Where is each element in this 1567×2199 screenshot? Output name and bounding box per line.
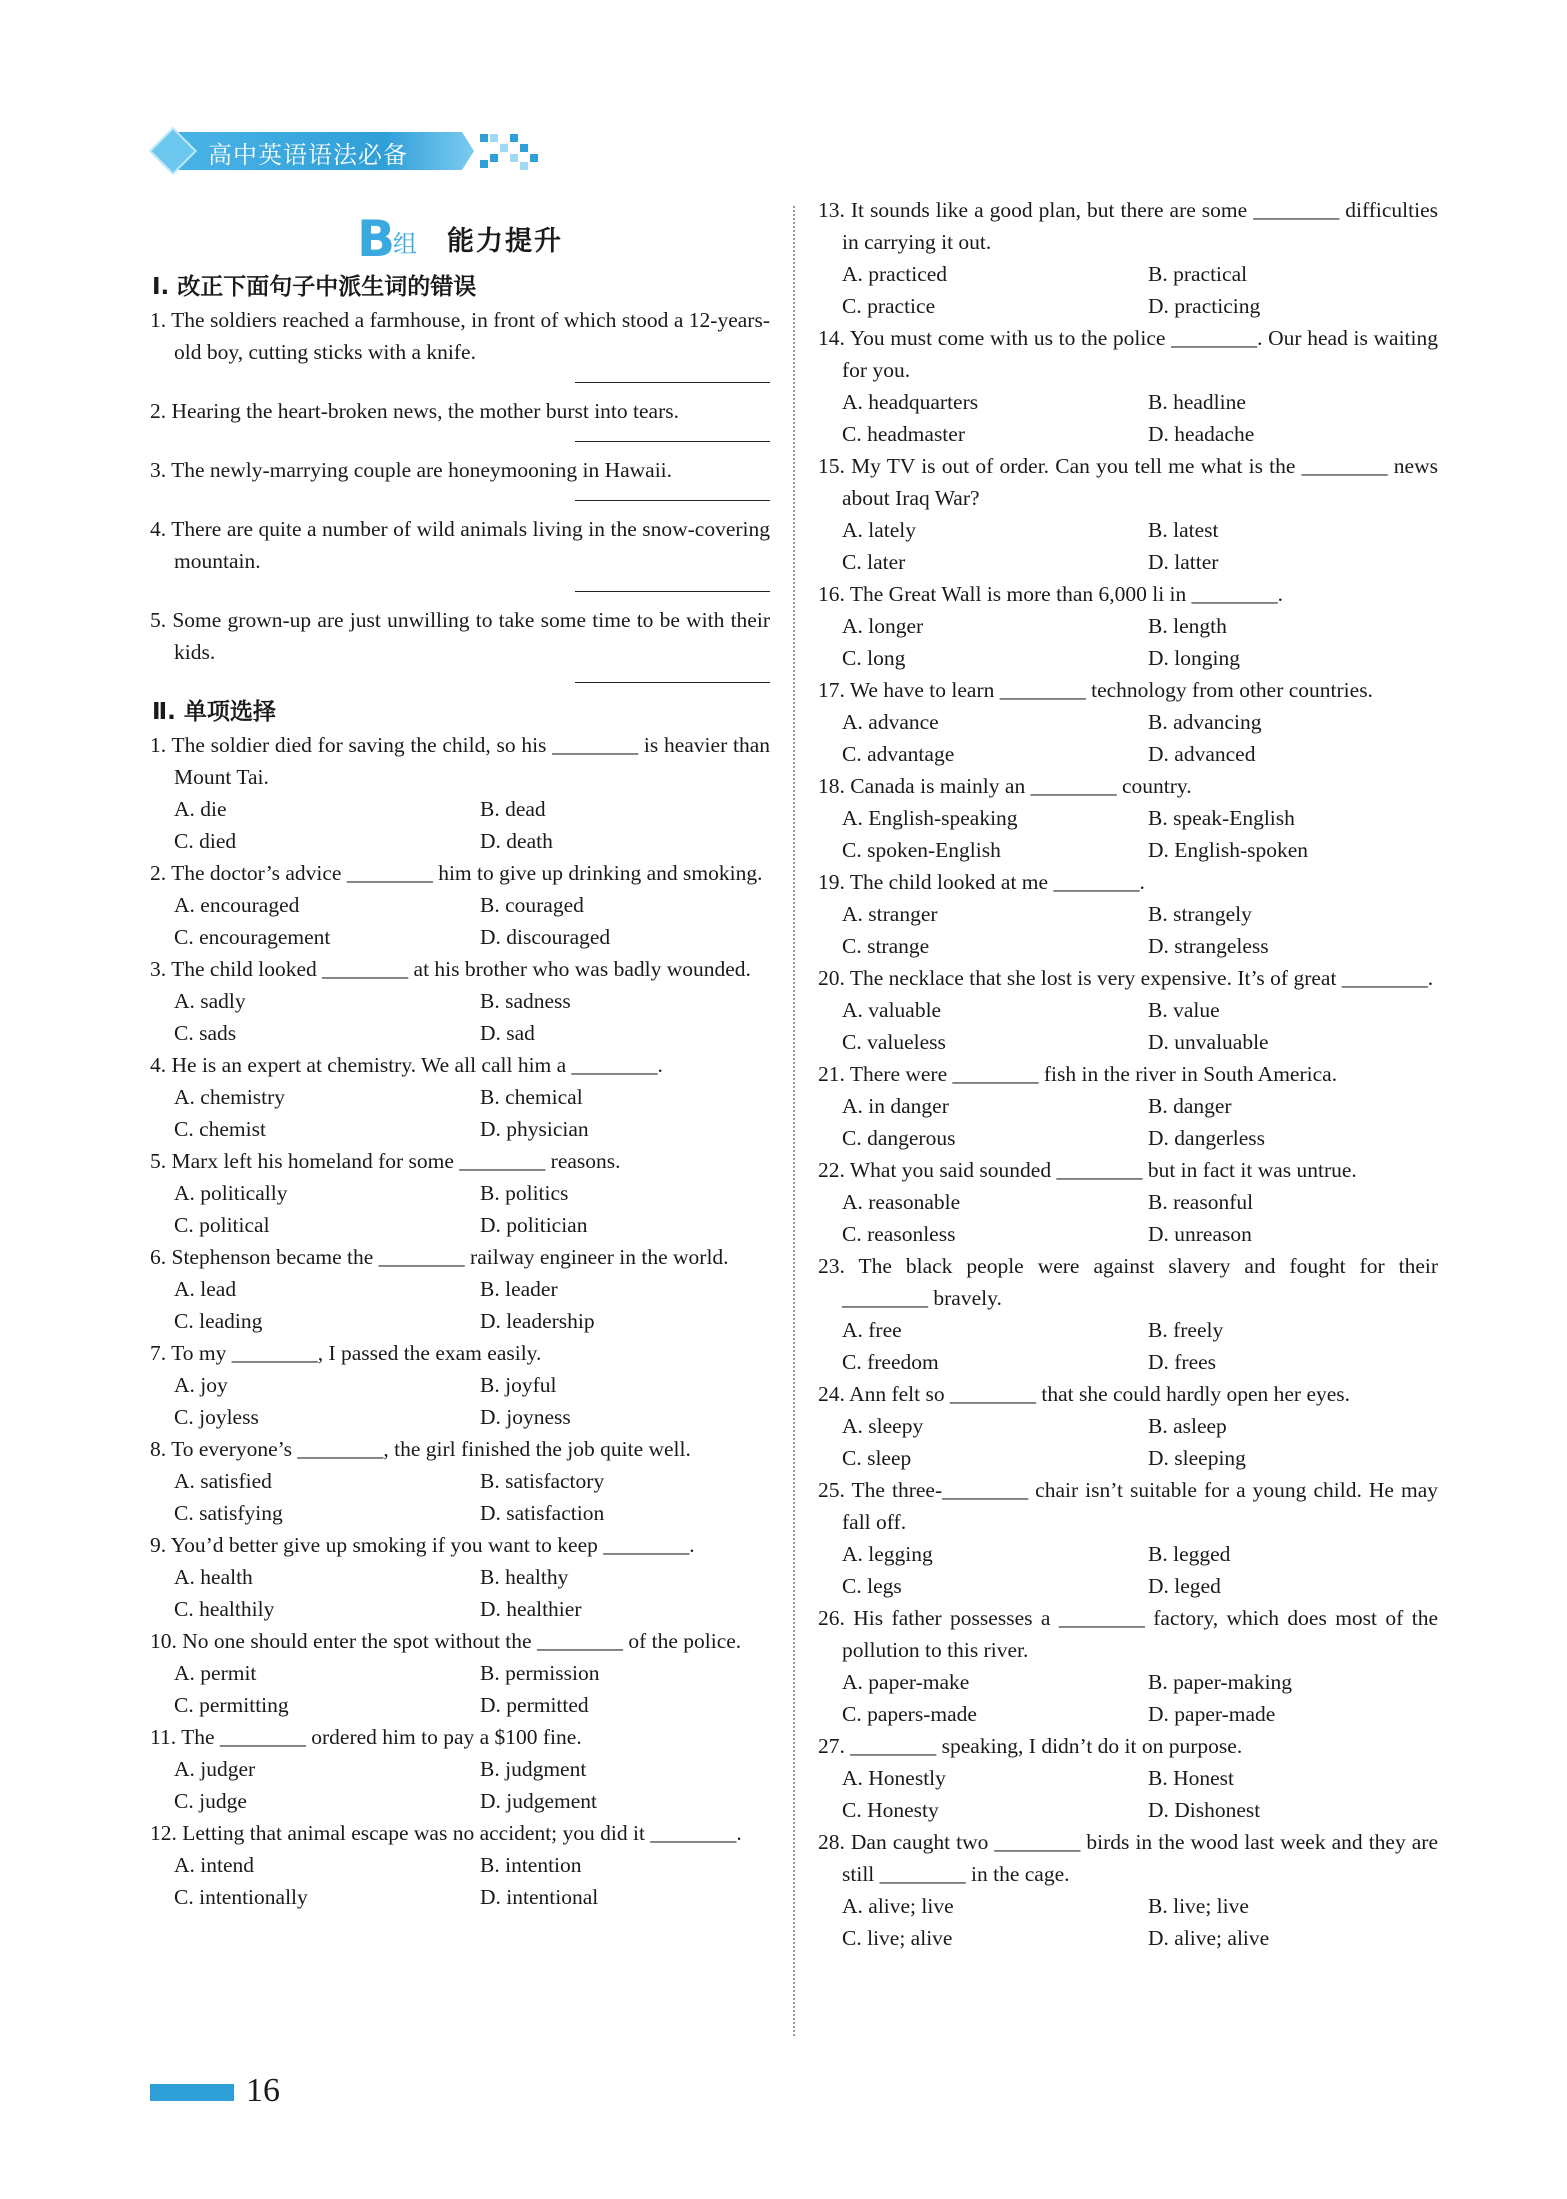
option-c[interactable]: C. permitting bbox=[174, 1693, 289, 1717]
option-c[interactable]: C. encouragement bbox=[174, 925, 331, 949]
option-grid bbox=[150, 1273, 770, 1337]
question-item bbox=[818, 1826, 1438, 1954]
answer-line[interactable] bbox=[575, 662, 770, 683]
option-b[interactable]: B. chemical bbox=[480, 1085, 583, 1109]
question-stem: 22. What you said sounded ________ but in fact it was untrue. bbox=[818, 1158, 1357, 1182]
question-stem: 19. The child looked at me ________. bbox=[818, 870, 1145, 894]
option-grid bbox=[818, 610, 1438, 674]
option-c[interactable]: C. intentionally bbox=[174, 1885, 308, 1909]
option-grid bbox=[818, 1666, 1438, 1730]
option-a[interactable]: A. sadly bbox=[174, 989, 246, 1013]
option-grid bbox=[818, 1410, 1438, 1474]
choice-list-right bbox=[818, 194, 1438, 1954]
group-badge bbox=[357, 210, 427, 268]
option-d[interactable]: D. paper-made bbox=[1148, 1702, 1276, 1726]
option-c[interactable]: C. strange bbox=[842, 934, 930, 958]
question-item bbox=[818, 1154, 1438, 1250]
option-grid bbox=[150, 1369, 770, 1433]
option-c[interactable]: C. valueless bbox=[842, 1030, 946, 1054]
option-grid bbox=[150, 1177, 770, 1241]
option-d[interactable]: D. joyness bbox=[480, 1405, 571, 1429]
correction-item bbox=[150, 513, 770, 592]
badge-group: 组 bbox=[393, 230, 417, 258]
option-d[interactable]: D. dangerless bbox=[1148, 1126, 1266, 1150]
question-stem: 13. It sounds like a good plan, but there are some ________ difficulties in carrying it out. bbox=[818, 198, 1438, 254]
option-d[interactable]: D. satisfaction bbox=[480, 1501, 605, 1525]
question-stem: 1. The soldier died for saving the child, so his ________ is heavier than Mount Tai. bbox=[150, 733, 770, 789]
option-b[interactable]: B. freely bbox=[1148, 1318, 1224, 1342]
correction-item bbox=[150, 604, 770, 683]
question-stem: 8. To everyone’s ________, the girl finished the job quite well. bbox=[150, 1437, 691, 1461]
question-stem: 23. The black people were against slavery and fought for their ________ bravely. bbox=[818, 1254, 1438, 1310]
option-b[interactable]: B. leader bbox=[480, 1277, 558, 1301]
option-a[interactable]: A. paper-make bbox=[842, 1670, 970, 1694]
option-grid bbox=[818, 1186, 1438, 1250]
option-c[interactable]: C. later bbox=[842, 550, 906, 574]
column-divider bbox=[793, 206, 795, 2036]
correction-sentence: 5. Some grown-up are just unwilling to take some time to be with their kids. bbox=[150, 608, 770, 664]
section-title-text: 能力提升 bbox=[447, 225, 563, 257]
question-item bbox=[150, 1049, 770, 1145]
option-c[interactable]: C. political bbox=[174, 1213, 270, 1237]
correction-sentence: 3. The newly-marrying couple are honeymooning in Hawaii. bbox=[150, 458, 673, 482]
option-a[interactable]: A. free bbox=[842, 1318, 902, 1342]
option-c[interactable]: C. leading bbox=[174, 1309, 263, 1333]
book-title: 高中英语语法必备 bbox=[208, 141, 408, 169]
option-grid bbox=[150, 1465, 770, 1529]
left-column bbox=[150, 200, 770, 1913]
question-stem: 7. To my ________, I passed the exam easily. bbox=[150, 1341, 542, 1365]
option-a[interactable]: A. politically bbox=[174, 1181, 288, 1205]
option-d[interactable]: D. sleeping bbox=[1148, 1446, 1246, 1470]
part2-heading: Ⅱ. 单项选择 bbox=[152, 699, 276, 725]
question-stem: 9. You’d better give up smoking if you want to keep ________. bbox=[150, 1533, 695, 1557]
question-item bbox=[150, 1721, 770, 1817]
option-d[interactable]: D. longing bbox=[1148, 646, 1240, 670]
option-grid bbox=[818, 1762, 1438, 1826]
option-grid bbox=[818, 706, 1438, 770]
answer-line[interactable] bbox=[575, 362, 770, 383]
option-d[interactable]: D. unreason bbox=[1148, 1222, 1252, 1246]
option-d[interactable]: D. practicing bbox=[1148, 294, 1261, 318]
option-d[interactable]: D. intentional bbox=[480, 1885, 599, 1909]
question-stem: 6. Stephenson became the ________ railway engineer in the world. bbox=[150, 1245, 729, 1269]
option-b[interactable]: B. danger bbox=[1148, 1094, 1232, 1118]
question-item bbox=[150, 1241, 770, 1337]
question-stem: 3. The child looked ________ at his brother who was badly wounded. bbox=[150, 957, 751, 981]
option-d[interactable]: D. physician bbox=[480, 1117, 589, 1141]
question-stem: 2. The doctor’s advice ________ him to give up drinking and smoking. bbox=[150, 861, 763, 885]
answer-line[interactable] bbox=[575, 571, 770, 592]
option-c[interactable]: C. long bbox=[842, 646, 906, 670]
question-stem: 4. He is an expert at chemistry. We all call him a ________. bbox=[150, 1053, 663, 1077]
option-a[interactable]: A. stranger bbox=[842, 902, 938, 926]
pixel-squares-icon bbox=[476, 132, 546, 170]
option-a[interactable]: A. Honestly bbox=[842, 1766, 946, 1790]
question-stem: 21. There were ________ fish in the river in South America. bbox=[818, 1062, 1338, 1086]
option-a[interactable]: A. chemistry bbox=[174, 1085, 286, 1109]
question-item bbox=[818, 1474, 1438, 1602]
question-stem: 27. ________ speaking, I didn’t do it on purpose. bbox=[818, 1734, 1243, 1758]
option-c[interactable]: C. satisfying bbox=[174, 1501, 283, 1525]
option-grid bbox=[818, 514, 1438, 578]
option-a[interactable]: A. reasonable bbox=[842, 1190, 961, 1214]
question-item bbox=[818, 962, 1438, 1058]
option-d[interactable]: D. headache bbox=[1148, 422, 1255, 446]
question-item bbox=[818, 770, 1438, 866]
correction-list bbox=[150, 304, 770, 683]
option-grid bbox=[818, 258, 1438, 322]
question-stem: 18. Canada is mainly an ________ country. bbox=[818, 774, 1192, 798]
correction-item bbox=[150, 454, 770, 501]
option-b[interactable]: B. latest bbox=[1148, 518, 1219, 542]
question-stem: 15. My TV is out of order. Can you tell me what is the ________ news about Iraq War? bbox=[818, 454, 1438, 510]
option-a[interactable]: A. lead bbox=[174, 1277, 237, 1301]
option-c[interactable]: C. headmaster bbox=[842, 422, 965, 446]
header-banner bbox=[150, 128, 570, 174]
question-stem: 20. The necklace that she lost is very expensive. It’s of great ________. bbox=[818, 966, 1434, 990]
option-c[interactable]: C. sads bbox=[174, 1021, 237, 1045]
option-grid bbox=[818, 1314, 1438, 1378]
question-item bbox=[150, 1337, 770, 1433]
question-item bbox=[818, 322, 1438, 450]
option-grid bbox=[818, 898, 1438, 962]
question-item bbox=[818, 1250, 1438, 1378]
option-d[interactable]: D. healthier bbox=[480, 1597, 582, 1621]
option-b[interactable]: B. judgment bbox=[480, 1757, 587, 1781]
option-b[interactable]: B. dead bbox=[480, 797, 546, 821]
option-b[interactable]: B. practical bbox=[1148, 262, 1248, 286]
option-b[interactable]: B. length bbox=[1148, 614, 1227, 638]
question-stem: 17. We have to learn ________ technology from other countries. bbox=[818, 678, 1373, 702]
option-a[interactable]: A. headquarters bbox=[842, 390, 979, 414]
option-grid bbox=[818, 1538, 1438, 1602]
option-a[interactable]: A. lately bbox=[842, 518, 917, 542]
option-a[interactable]: A. health bbox=[174, 1565, 253, 1589]
option-grid bbox=[150, 793, 770, 857]
page-number: 16 bbox=[246, 2072, 280, 2109]
option-b[interactable]: B. intention bbox=[480, 1853, 582, 1877]
option-a[interactable]: A. practiced bbox=[842, 262, 948, 286]
option-grid bbox=[150, 1657, 770, 1721]
option-b[interactable]: B. value bbox=[1148, 998, 1220, 1022]
question-stem: 5. Marx left his homeland for some ________ reasons. bbox=[150, 1149, 621, 1173]
correction-sentence: 4. There are quite a number of wild animals living in the snow-covering mountain. bbox=[150, 517, 770, 573]
question-item bbox=[818, 866, 1438, 962]
option-d[interactable]: D. alive; alive bbox=[1148, 1926, 1270, 1950]
option-b[interactable]: B. satisfactory bbox=[480, 1469, 605, 1493]
option-d[interactable]: D. discouraged bbox=[480, 925, 611, 949]
footer-bar bbox=[150, 2084, 234, 2101]
option-b[interactable]: B. permission bbox=[480, 1661, 600, 1685]
option-c[interactable]: C. joyless bbox=[174, 1405, 259, 1429]
choice-list-left bbox=[150, 729, 770, 1913]
option-c[interactable]: C. advantage bbox=[842, 742, 955, 766]
option-d[interactable]: D. unvaluable bbox=[1148, 1030, 1269, 1054]
option-d[interactable]: D. politician bbox=[480, 1213, 588, 1237]
option-c[interactable]: C. Honesty bbox=[842, 1798, 939, 1822]
option-a[interactable]: A. legging bbox=[842, 1542, 933, 1566]
option-b[interactable]: B. asleep bbox=[1148, 1414, 1227, 1438]
option-b[interactable]: B. speak-English bbox=[1148, 806, 1295, 830]
badge-letter: B bbox=[357, 210, 396, 268]
question-stem: 10. No one should enter the spot without the ________ of the police. bbox=[150, 1629, 742, 1653]
correction-item bbox=[150, 304, 770, 383]
question-item bbox=[818, 674, 1438, 770]
option-b[interactable]: B. advancing bbox=[1148, 710, 1262, 734]
option-grid bbox=[818, 994, 1438, 1058]
option-a[interactable]: A. encouraged bbox=[174, 893, 300, 917]
correction-item bbox=[150, 395, 770, 442]
option-d[interactable]: D. death bbox=[480, 829, 553, 853]
question-item bbox=[150, 729, 770, 857]
option-grid bbox=[150, 985, 770, 1049]
question-item bbox=[150, 1817, 770, 1913]
option-d[interactable]: D. advanced bbox=[1148, 742, 1256, 766]
option-c[interactable]: C. sleep bbox=[842, 1446, 912, 1470]
question-stem: 11. The ________ ordered him to pay a $100 fine. bbox=[150, 1725, 582, 1749]
question-item bbox=[818, 578, 1438, 674]
option-grid bbox=[150, 1753, 770, 1817]
option-grid bbox=[150, 1081, 770, 1145]
option-a[interactable]: A. in danger bbox=[842, 1094, 949, 1118]
question-item bbox=[150, 857, 770, 953]
option-grid bbox=[150, 1561, 770, 1625]
question-item bbox=[818, 450, 1438, 578]
option-d[interactable]: D. English-spoken bbox=[1148, 838, 1309, 862]
question-item bbox=[818, 1378, 1438, 1474]
option-b[interactable]: B. Honest bbox=[1148, 1766, 1234, 1790]
option-a[interactable]: A. valuable bbox=[842, 998, 942, 1022]
question-stem: 26. His father possesses a ________ factory, which does most of the pollution to this river. bbox=[818, 1606, 1438, 1662]
option-c[interactable]: C. practice bbox=[842, 294, 936, 318]
option-c[interactable]: C. papers-made bbox=[842, 1702, 977, 1726]
option-c[interactable]: C. freedom bbox=[842, 1350, 939, 1374]
question-item bbox=[818, 194, 1438, 322]
option-b[interactable]: B. politics bbox=[480, 1181, 569, 1205]
option-b[interactable]: B. legged bbox=[1148, 1542, 1231, 1566]
option-a[interactable]: A. die bbox=[174, 797, 227, 821]
question-item bbox=[150, 1625, 770, 1721]
option-a[interactable]: A. sleepy bbox=[842, 1414, 924, 1438]
option-d[interactable]: D. frees bbox=[1148, 1350, 1217, 1374]
option-grid bbox=[150, 1849, 770, 1913]
option-a[interactable]: A. intend bbox=[174, 1853, 255, 1877]
question-item bbox=[818, 1730, 1438, 1826]
option-b[interactable]: B. live; live bbox=[1148, 1894, 1249, 1918]
option-d[interactable]: D. leadership bbox=[480, 1309, 595, 1333]
option-b[interactable]: B. paper-making bbox=[1148, 1670, 1293, 1694]
question-stem: 16. The Great Wall is more than 6,000 li in ________. bbox=[818, 582, 1284, 606]
correction-sentence: 1. The soldiers reached a farmhouse, in front of which stood a 12-years-old boy, cutting sticks with a knife. bbox=[150, 308, 770, 364]
option-b[interactable]: B. sadness bbox=[480, 989, 571, 1013]
option-a[interactable]: A. permit bbox=[174, 1661, 257, 1685]
section-title bbox=[150, 208, 770, 268]
option-d[interactable]: D. judgement bbox=[480, 1789, 598, 1813]
option-d[interactable]: D. strangeless bbox=[1148, 934, 1269, 958]
option-a[interactable]: A. longer bbox=[842, 614, 924, 638]
option-c[interactable]: C. healthily bbox=[174, 1597, 275, 1621]
option-d[interactable]: D. leged bbox=[1148, 1574, 1221, 1598]
option-d[interactable]: D. sad bbox=[480, 1021, 535, 1045]
option-c[interactable]: C. live; alive bbox=[842, 1926, 953, 1950]
option-a[interactable]: A. alive; live bbox=[842, 1894, 954, 1918]
question-item bbox=[818, 1058, 1438, 1154]
question-stem: 14. You must come with us to the police ________. Our head is waiting for you. bbox=[818, 326, 1438, 382]
option-c[interactable]: C. reasonless bbox=[842, 1222, 956, 1246]
option-c[interactable]: C. judge bbox=[174, 1789, 247, 1813]
option-b[interactable]: B. reasonful bbox=[1148, 1190, 1254, 1214]
option-b[interactable]: B. strangely bbox=[1148, 902, 1252, 926]
option-c[interactable]: C. chemist bbox=[174, 1117, 266, 1141]
option-grid bbox=[818, 1890, 1438, 1954]
question-item bbox=[150, 953, 770, 1049]
option-grid bbox=[818, 1090, 1438, 1154]
option-a[interactable]: A. joy bbox=[174, 1373, 228, 1397]
question-stem: 24. Ann felt so ________ that she could hardly open her eyes. bbox=[818, 1382, 1351, 1406]
correction-sentence: 2. Hearing the heart-broken news, the mother burst into tears. bbox=[150, 399, 679, 423]
option-d[interactable]: D. permitted bbox=[480, 1693, 589, 1717]
option-a[interactable]: A. advance bbox=[842, 710, 939, 734]
question-item bbox=[150, 1529, 770, 1625]
option-c[interactable]: C. died bbox=[174, 829, 237, 853]
option-c[interactable]: C. dangerous bbox=[842, 1126, 956, 1150]
option-d[interactable]: D. latter bbox=[1148, 550, 1219, 574]
option-b[interactable]: B. headline bbox=[1148, 390, 1246, 414]
option-b[interactable]: B. healthy bbox=[480, 1565, 569, 1589]
question-stem: 28. Dan caught two ________ birds in the wood last week and they are still ________ in the cage. bbox=[818, 1830, 1438, 1886]
option-grid bbox=[818, 802, 1438, 866]
option-c[interactable]: C. spoken-English bbox=[842, 838, 1001, 862]
part1-heading: Ⅰ. 改正下面句子中派生词的错误 bbox=[152, 274, 477, 300]
option-a[interactable]: A. English-speaking bbox=[842, 806, 1018, 830]
option-grid bbox=[818, 386, 1438, 450]
question-item bbox=[150, 1145, 770, 1241]
option-c[interactable]: C. legs bbox=[842, 1574, 902, 1598]
option-a[interactable]: A. satisfied bbox=[174, 1469, 272, 1493]
option-b[interactable]: B. couraged bbox=[480, 893, 584, 917]
question-item bbox=[818, 1602, 1438, 1730]
option-grid bbox=[150, 889, 770, 953]
option-b[interactable]: B. joyful bbox=[480, 1373, 557, 1397]
option-d[interactable]: D. Dishonest bbox=[1148, 1798, 1261, 1822]
right-column bbox=[818, 194, 1438, 1954]
option-a[interactable]: A. judger bbox=[174, 1757, 256, 1781]
question-stem: 12. Letting that animal escape was no accident; you did it ________. bbox=[150, 1821, 742, 1845]
question-stem: 25. The three-________ chair isn’t suitable for a young child. He may fall off. bbox=[818, 1478, 1438, 1534]
question-item bbox=[150, 1433, 770, 1529]
